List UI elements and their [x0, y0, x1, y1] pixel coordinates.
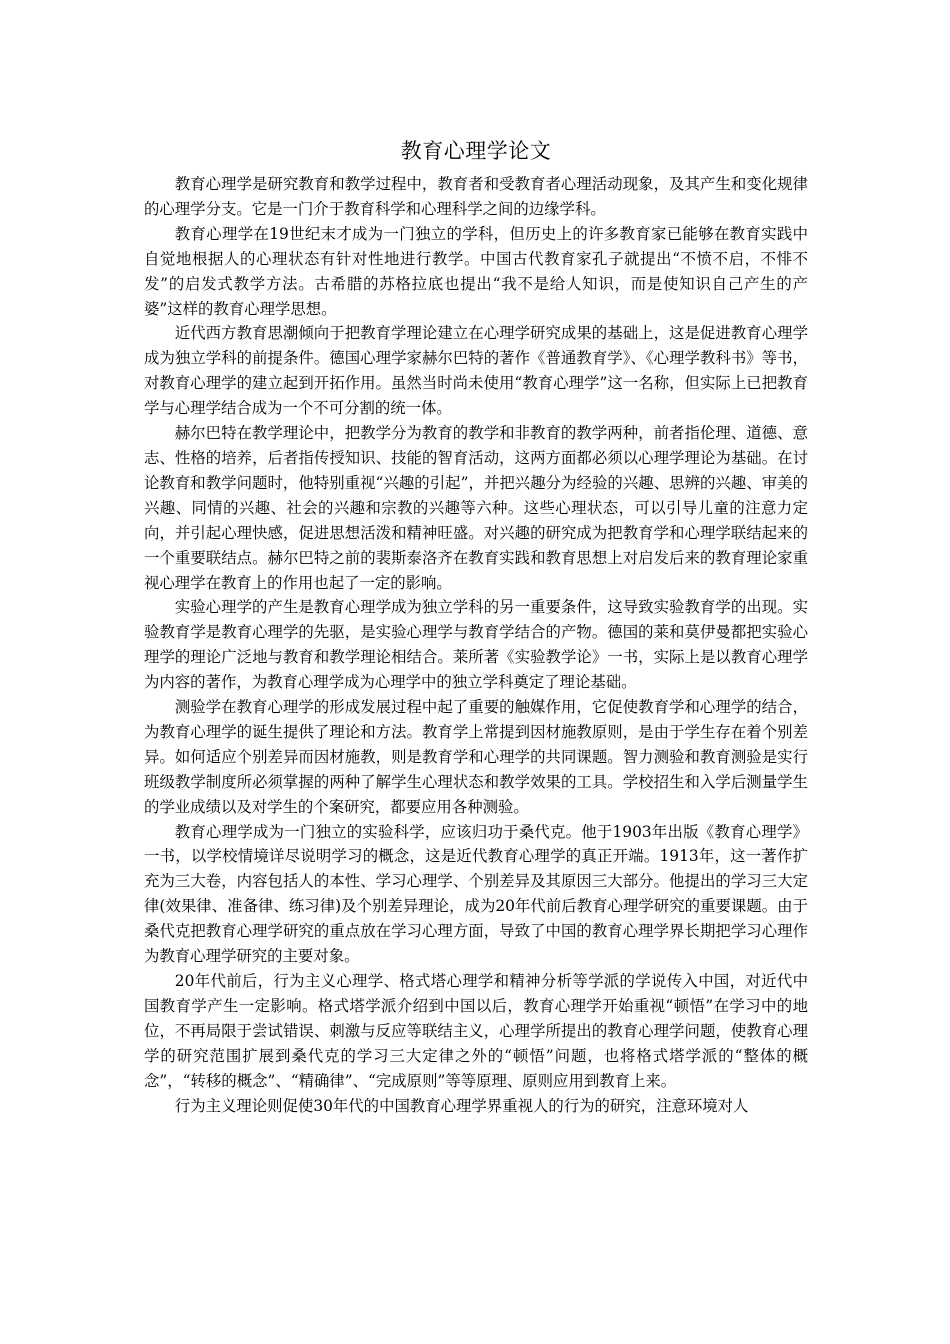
paragraph: 教育心理学是研究教育和教学过程中，教育者和受教育者心理活动现象，及其产生和变化规律的心理学分支。它是一门介于教育科学和心理科学之间的边缘学科。 [144, 175, 808, 218]
paragraph: 教育心理学成为一门独立的实验科学，应该归功于桑代克。他于1903年出版《教育心理学》一书，以学校情境详尽说明学习的概念，这是近代教育心理学的真正开端。1913年，这一著作扩充为三大卷，内容包括人的本性、学习心理学、个别差异及其原因三大部分。他提出的学习三大定律(效果律、准备律、练习律)及个别差异理论，成为20年代前后教育心理学研究的重要课题。由于桑代克把教育心理学研究的重点放在学习心理方面，导致了中国的教育心理学界长期把学习心理作为教育心理学研究的主要对象。 [144, 822, 808, 966]
paragraph: 行为主义理论则促使30年代的中国教育心理学界重视人的行为的研究，注意环境对人 [174, 1096, 749, 1115]
paragraph: 赫尔巴特在教学理论中，把教学分为教育的教学和非教育的教学两种，前者指伦理、道德、意志、性格的培养，后者指传授知识、技能的智育活动，这两方面都必须以心理学理论为基础。在讨论教育和教学问题时，他特别重视“兴趣的引起”，并把兴趣分为经验的兴趣、思辨的兴趣、审美的兴趣、同情的兴趣、社会的兴趣和宗教的兴趣等六种。这些心理状态，可以引导儿童的注意力定向，并引起心理快感，促进思想活泼和精神旺盛。对兴趣的研究成为把教育学和心理学联结起来的一个重要联结点。赫尔巴特之前的裴斯泰洛齐在教育实践和教育思想上对启发后来的教育理论家重视心理学在教育上的作用也起了一定的影响。 [144, 424, 808, 592]
document-page [144, 134, 808, 1118]
paragraph: 近代西方教育思潮倾向于把教育学理论建立在心理学研究成果的基础上，这是促进教育心理学成为独立学科的前提条件。德国心理学家赫尔巴特的著作《普通教育学》、《心理学教科书》等书，对教育心理学的建立起到开拓作用。虽然当时尚未使用“教育心理学”这一名称，但实际上已把教育学与心理学结合成为一个不可分割的统一体。 [144, 324, 808, 418]
paragraph: 20年代前后，行为主义心理学、格式塔心理学和精神分析等学派的学说传入中国，对近代中国教育学产生一定影响。格式塔学派介绍到中国以后，教育心理学开始重视“顿悟”在学习中的地位，不再局限于尝试错误、刺激与反应等联结主义，心理学所提出的教育心理学问题，使教育心理学的研究范围扩展到桑代克的学习三大定律之外的“顿悟”问题，也将格式塔学派的“整体的概念”，“转移的概念”、“精确律”、“完成原则”等等原理、原则应用到教育上来。 [144, 972, 808, 1090]
paragraph: 实验心理学的产生是教育心理学成为独立学科的另一重要条件，这导致实验教育学的出现。实验教育学是教育心理学的先驱，是实验心理学与教育学结合的产物。德国的莱和莫伊曼都把实验心理学的理论广泛地与教育和教学理论相结合。莱所著《实验教学论》一书，实际上是以教育心理学为内容的著作，为教育心理学成为心理学中的独立学科奠定了理论基础。 [144, 598, 808, 692]
paragraph: 教育心理学在19世纪末才成为一门独立的学科，但历史上的许多教育家已能够在教育实践中自觉地根据人的心理状态有针对性地进行教学。中国古代教育家孔子就提出“不愤不启，不悱不发”的启发式教学方法。古希腊的苏格拉底也提出“我不是给人知识，而是使知识自己产生的产婆”这样的教育心理学思想。 [144, 224, 808, 318]
paragraph: 测验学在教育心理学的形成发展过程中起了重要的触媒作用，它促使教育学和心理学的结合，为教育心理学的诞生提供了理论和方法。教育学上常提到因材施教原则，是由于学生存在着个别差异。如何适应个别差异而因材施教，则是教育学和心理学的共同课题。智力测验和教育测验是实行班级教学制度所必须掌握的两种了解学生心理状态和教学效果的工具。学校招生和入学后测量学生的学业成绩以及对学生的个案研究，都要应用各种测验。 [144, 698, 808, 816]
document-title: 教育心理学论文 [400, 139, 552, 163]
